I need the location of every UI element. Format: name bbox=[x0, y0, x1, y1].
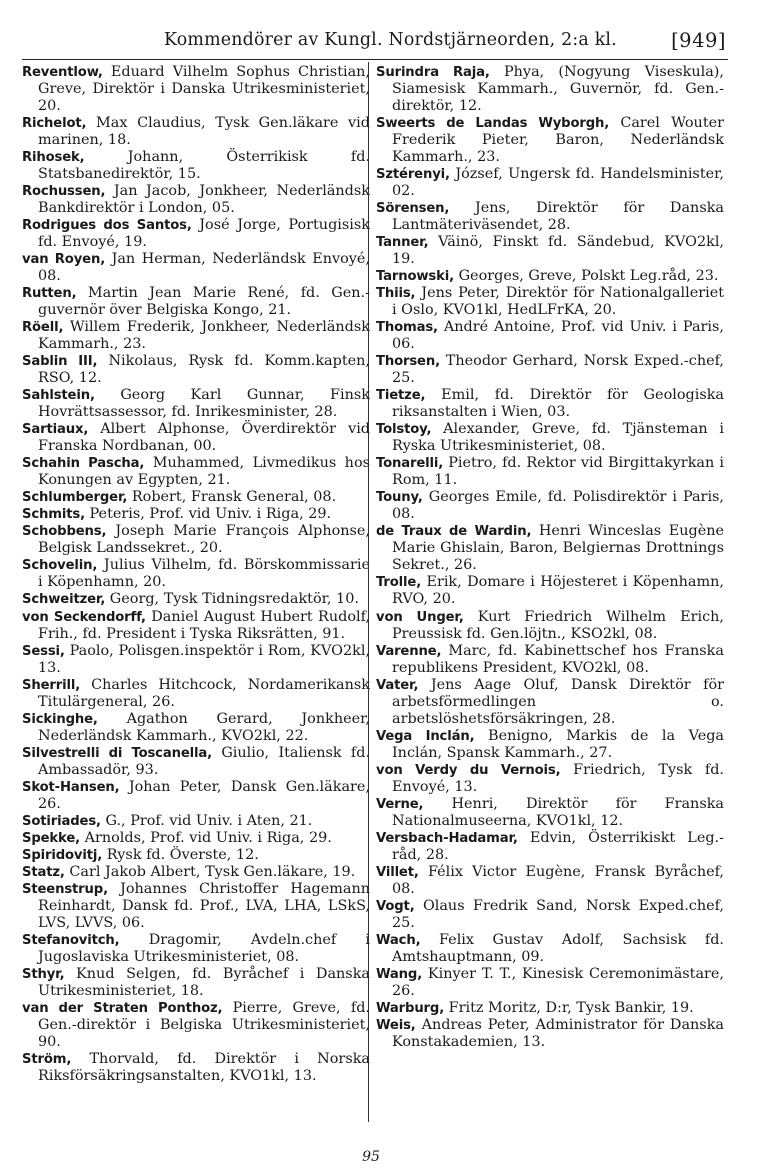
entry-name: Spiridovitj, bbox=[22, 847, 103, 863]
register-entry bbox=[22, 387, 370, 421]
right-column bbox=[376, 64, 724, 1051]
register-entry bbox=[22, 745, 370, 779]
entry-name: Touny, bbox=[376, 490, 423, 506]
register-entry bbox=[376, 966, 724, 1000]
entry-name: Tonarelli, bbox=[376, 456, 444, 472]
entry-description: Agathon Gerard, Jonkheer, Nederländsk Kammarh., KVO2kl, 22. bbox=[38, 710, 371, 744]
entry-name: Thorsen, bbox=[376, 354, 440, 370]
register-entry bbox=[22, 711, 370, 745]
entry-description: Willem Frederik, Jonkheer, Nederländsk Kammarh., 23. bbox=[38, 319, 370, 353]
register-entry bbox=[22, 421, 370, 455]
entry-name: Stefanovitch, bbox=[22, 932, 120, 948]
entry-name: Villet, bbox=[376, 864, 419, 880]
entry-name: van der Straten Ponthoz, bbox=[22, 1000, 223, 1016]
register-entry bbox=[376, 1017, 724, 1051]
register-entry bbox=[376, 64, 724, 115]
entry-name: von Unger, bbox=[376, 609, 464, 625]
page-footer-number: 95 bbox=[362, 1149, 380, 1165]
entry-name: Surindra Raja, bbox=[376, 65, 490, 80]
entry-description: G., Prof. vid Univ. i Aten, 21. bbox=[105, 812, 313, 829]
entry-description: Jan Jacob, Jonkheer, Nederländsk Bankdirektör i London, 05. bbox=[38, 183, 371, 217]
register-entry bbox=[376, 932, 724, 966]
entry-description: Friedrich, Tysk fd. Envoyé, 13. bbox=[392, 761, 724, 795]
entry-description: Félix Victor Eugène, Fransk Byråchef, 08. bbox=[392, 863, 724, 897]
entry-description: Edvin, Österrikiskt Leg.-råd, 28. bbox=[392, 829, 724, 863]
entry-description: Jens Peter, Direktör för Nationalgalleriet i Oslo, KVO1kl, HedLFrKA, 20. bbox=[392, 285, 724, 319]
register-entry bbox=[376, 677, 724, 728]
entry-description: Marc, fd. Kabinettschef hos Franska republikens President, KVO2kl, 08. bbox=[392, 642, 724, 676]
entry-name: Rihosek, bbox=[22, 150, 85, 166]
entry-description: Johannes Christoffer Hagemann Reinhardt, Dansk fd. Prof., LVA, LHA, LSkS, LVS, LVVS, 06. bbox=[38, 880, 370, 931]
register-entry bbox=[376, 455, 724, 489]
register-entry bbox=[22, 813, 370, 830]
entry-description: Martin Jean Marie René, fd. Gen.-guvernör över Belgiska Kongo, 21. bbox=[38, 285, 370, 319]
entry-name: Wach, bbox=[376, 932, 421, 948]
register-entry bbox=[22, 64, 370, 115]
entry-description: Pierre, Greve, fd. Gen.-direktör i Belgiska Utrikesministeriet, 90. bbox=[38, 999, 370, 1050]
entry-description: Joseph Marie François Alphonse, Belgisk Landssekret., 20. bbox=[38, 523, 371, 557]
register-entry bbox=[376, 268, 724, 285]
entry-name: Steenstrup, bbox=[22, 881, 108, 897]
register-entry bbox=[22, 455, 370, 489]
entry-name: Schweitzer, bbox=[22, 592, 106, 608]
entry-name: Sweerts de Landas Wyborgh, bbox=[376, 116, 610, 132]
register-entry bbox=[376, 864, 724, 898]
entry-description: Emil, fd. Direktör för Geologiska riksanstalten i Wien, 03. bbox=[392, 387, 725, 421]
header-page-number: [949] bbox=[671, 29, 726, 52]
entry-description: Georges Emile, fd. Polisdirektör i Paris, 08. bbox=[392, 489, 725, 523]
entry-name: Vega Inclán, bbox=[376, 728, 475, 744]
entry-name: Skot-Hansen, bbox=[22, 779, 120, 795]
register-entry bbox=[22, 864, 370, 881]
register-entry bbox=[376, 796, 724, 830]
entry-name: Schobbens, bbox=[22, 524, 107, 540]
register-entry bbox=[376, 728, 724, 762]
register-entry bbox=[376, 574, 724, 608]
register-entry bbox=[376, 285, 724, 319]
register-entry bbox=[376, 200, 724, 234]
register-entry bbox=[22, 1000, 370, 1051]
register-entry bbox=[22, 932, 370, 966]
entry-description: Henri, Direktör för Franska Nationalmuseerna, KVO1kl, 12. bbox=[392, 795, 725, 829]
entry-name: van Royen, bbox=[22, 252, 106, 268]
entry-name: Sablin III, bbox=[22, 354, 98, 370]
entry-description: Johan Peter, Dansk Gen.läkare, 26. bbox=[38, 778, 371, 812]
entry-description: Thorvald, fd. Direktör i Norska Riksförsäkringsanstalten, KVO1kl, 13. bbox=[38, 1050, 370, 1084]
entry-name: Versbach-Hadamar, bbox=[376, 830, 518, 846]
entry-description: Henri Winceslas Eugène Marie Ghislain, Baron, Belgiernas Drottnings Sekret., 26. bbox=[392, 523, 725, 574]
entry-description: Carel Wouter Frederik Pieter, Baron, Nederländsk Kammarh., 23. bbox=[392, 115, 724, 166]
entry-description: Peteris, Prof. vid Univ. i Riga, 29. bbox=[89, 506, 332, 523]
register-entry bbox=[22, 115, 370, 149]
entry-name: Tolstoy, bbox=[376, 422, 432, 438]
entry-description: Theodor Gerhard, Norsk Exped.-chef, 25. bbox=[392, 353, 724, 387]
entry-description: Julius Vilhelm, fd. Börskommissarie i Köpenhamn, 20. bbox=[38, 557, 371, 591]
header-rule bbox=[22, 59, 728, 60]
register-entry bbox=[22, 966, 370, 1000]
entry-name: Tarnowski, bbox=[376, 269, 454, 285]
entry-name: Schahin Pascha, bbox=[22, 456, 145, 472]
entry-name: Thomas, bbox=[376, 320, 438, 336]
register-entry bbox=[22, 523, 370, 557]
register-entry bbox=[22, 609, 370, 643]
entry-description: Eduard Vilhelm Sophus Christian, Greve, Direktör i Danska Utrikesministeriet, 20. bbox=[38, 64, 370, 115]
register-entry bbox=[22, 847, 370, 864]
entry-name: de Traux de Wardin, bbox=[376, 524, 532, 540]
entry-description: Alexander, Greve, fd. Tjänsteman i Ryska Utrikesministeriet, 08. bbox=[392, 421, 724, 455]
entry-description: Jan Herman, Nederländsk Envoyé, 08. bbox=[38, 251, 370, 285]
entry-name: Sessi, bbox=[22, 643, 65, 659]
entry-description: Arnolds, Prof. vid Univ. i Riga, 29. bbox=[84, 829, 332, 846]
entry-name: Röell, bbox=[22, 320, 64, 336]
entry-description: Giulio, Italiensk fd. Ambassadör, 93. bbox=[38, 744, 371, 778]
entry-description: Andreas Peter, Administrator för Danska Konstakademien, 13. bbox=[392, 1016, 724, 1050]
entry-description: Olaus Fredrik Sand, Norsk Exped.chef, 25. bbox=[392, 897, 725, 931]
register-entry bbox=[376, 643, 724, 677]
entry-name: Sthyr, bbox=[22, 966, 65, 982]
register-entry bbox=[22, 183, 370, 217]
register-entry bbox=[376, 1000, 724, 1017]
entry-name: Varenne, bbox=[376, 643, 442, 659]
register-entry bbox=[22, 881, 370, 932]
entry-description: Rysk fd. Överste, 12. bbox=[106, 846, 259, 863]
entry-name: Tanner, bbox=[376, 235, 429, 251]
entry-name: Vater, bbox=[376, 677, 419, 693]
register-entry bbox=[22, 319, 370, 353]
entry-name: Sztérenyi, bbox=[376, 167, 450, 183]
entry-name: Sherrill, bbox=[22, 677, 81, 693]
entry-description: Daniel August Hubert Rudolf, Frih., fd. President i Tyska Riksrätten, 91. bbox=[38, 608, 370, 642]
register-entry bbox=[22, 591, 370, 608]
entry-description: José Jorge, Portugisisk fd. Envoyé, 19. bbox=[38, 217, 370, 251]
entry-description: Phya, (Nogyung Viseskula), Siamesisk Kammarh., Guvernör, fd. Gen.-direktör, 12. bbox=[392, 64, 724, 115]
entry-description: Charles Hitchcock, Nordamerikansk Titulärgeneral, 26. bbox=[38, 676, 370, 710]
running-header bbox=[22, 30, 726, 56]
entry-description: Carl Jakob Albert, Tysk Gen.läkare, 19. bbox=[69, 863, 356, 880]
entry-description: Knud Selgen, fd. Byråchef i Danska Utrikesministeriet, 18. bbox=[38, 965, 370, 999]
register-entry bbox=[376, 387, 724, 421]
register-entry bbox=[376, 234, 724, 268]
entry-name: Trolle, bbox=[376, 575, 422, 591]
entry-description: Kurt Friedrich Wilhelm Erich, Preussisk fd. Gen.löjtn., KSO2kl, 08. bbox=[392, 608, 724, 642]
entry-name: Rutten, bbox=[22, 286, 77, 302]
entry-name: Sartiaux, bbox=[22, 422, 89, 438]
register-entry bbox=[376, 166, 724, 200]
register-entry bbox=[22, 251, 370, 285]
register-entry bbox=[22, 643, 370, 677]
entry-description: Georg, Tysk Tidningsredaktör, 10. bbox=[109, 591, 359, 608]
left-column bbox=[22, 64, 370, 1085]
entry-description: Dragomir, Avdeln.chef i Jugoslaviska Utrikesministeriet, 08. bbox=[38, 931, 370, 965]
entry-description: Muhammed, Livmedikus hos Konungen av Egypten, 21. bbox=[38, 455, 370, 489]
entry-name: Schmits, bbox=[22, 507, 85, 523]
register-entry bbox=[376, 319, 724, 353]
entry-description: Väinö, Finskt fd. Sändebud, KVO2kl, 19. bbox=[392, 234, 724, 268]
entry-name: Richelot, bbox=[22, 116, 87, 132]
entry-description: Paolo, Polisgen.inspektör i Rom, KVO2kl, 13. bbox=[38, 642, 371, 676]
entry-description: Benigno, Markis de la Vega Inclán, Spansk Kammarh., 27. bbox=[392, 727, 725, 761]
entry-name: Sickinghe, bbox=[22, 711, 98, 727]
register-entry bbox=[376, 523, 724, 574]
entry-name: Schlumberger, bbox=[22, 490, 128, 506]
entry-name: Ström, bbox=[22, 1051, 72, 1067]
entry-name: Warburg, bbox=[376, 1000, 445, 1016]
entry-description: Albert Alphonse, Överdirektör vid Franska Nordbanan, 00. bbox=[38, 421, 371, 455]
entry-description: Johann, Österrikisk fd. Statsbanedirektör, 15. bbox=[38, 149, 370, 183]
register-entry bbox=[376, 762, 724, 796]
register-entry bbox=[22, 217, 370, 251]
entry-name: Silvestrelli di Toscanella, bbox=[22, 745, 212, 761]
entry-name: Sörensen, bbox=[376, 201, 450, 217]
entry-description: Georg Karl Gunnar, Finsk Hovrättsassessor, fd. Inrikesminister, 28. bbox=[38, 387, 371, 421]
register-entry bbox=[22, 557, 370, 591]
header-title: Kommendörer av Kungl. Nordstjärneorden, 2:a kl. bbox=[164, 30, 617, 50]
entry-description: Nikolaus, Rysk fd. Komm.kapten, RSO, 12. bbox=[38, 353, 370, 387]
register-entry bbox=[22, 489, 370, 506]
register-entry bbox=[22, 149, 370, 183]
entry-name: Statz, bbox=[22, 864, 65, 880]
register-entry bbox=[22, 830, 370, 847]
entry-description: Robert, Fransk General, 08. bbox=[131, 489, 337, 506]
entry-name: Thiis, bbox=[376, 286, 416, 302]
register-entry bbox=[376, 421, 724, 455]
column-divider bbox=[368, 62, 369, 1122]
entry-name: Sahlstein, bbox=[22, 388, 95, 404]
entry-name: Schovelin, bbox=[22, 558, 98, 574]
entry-name: von Seckendorff, bbox=[22, 609, 146, 625]
entry-description: Erik, Domare i Höjesteret i Köpenhamn, RVO, 20. bbox=[392, 574, 724, 608]
entry-name: Rodrigues dos Santos, bbox=[22, 218, 192, 234]
entry-name: Verne, bbox=[376, 796, 424, 812]
register-entry bbox=[376, 609, 724, 643]
entry-description: Jens Aage Oluf, Dansk Direktör för arbetsförmedlingen o. arbetslöshetsförsäkringen, 28. bbox=[392, 676, 724, 727]
entry-name: Rochussen, bbox=[22, 184, 106, 200]
entry-description: Pietro, fd. Rektor vid Birgittakyrkan i Rom, 11. bbox=[392, 455, 724, 489]
register-entry bbox=[376, 353, 724, 387]
entry-name: Vogt, bbox=[376, 898, 415, 914]
entry-name: Weis, bbox=[376, 1017, 416, 1033]
entry-description: Max Claudius, Tysk Gen.läkare vid marinen, 18. bbox=[38, 115, 370, 149]
entry-description: Georges, Greve, Polskt Leg.råd, 23. bbox=[458, 268, 719, 285]
register-entry bbox=[22, 1051, 370, 1085]
register-entry bbox=[22, 779, 370, 813]
entry-description: József, Ungersk fd. Handelsminister, 02. bbox=[392, 166, 724, 200]
register-entry bbox=[22, 506, 370, 523]
register-entry bbox=[22, 677, 370, 711]
register-entry bbox=[22, 353, 370, 387]
entry-description: André Antoine, Prof. vid Univ. i Paris, 06. bbox=[392, 319, 724, 353]
entry-description: Fritz Moritz, D:r, Tysk Bankir, 19. bbox=[448, 999, 694, 1016]
register-entry bbox=[376, 489, 724, 523]
entry-name: von Verdy du Vernois, bbox=[376, 762, 561, 778]
entry-name: Reventlow, bbox=[22, 65, 103, 80]
entry-description: Felix Gustav Adolf, Sachsisk fd. Amtshauptmann, 09. bbox=[392, 931, 724, 965]
register-entry bbox=[376, 898, 724, 932]
entry-name: Tietze, bbox=[376, 388, 426, 404]
entry-name: Spekke, bbox=[22, 830, 80, 846]
entry-description: Kinyer T. T., Kinesisk Ceremonimästare, 26. bbox=[392, 965, 724, 999]
entry-description: Jens, Direktör för Danska Lantmäteriväsendet, 28. bbox=[392, 200, 724, 234]
register-entry bbox=[376, 830, 724, 864]
register-entry bbox=[22, 285, 370, 319]
register-entry bbox=[376, 115, 724, 166]
entry-name: Sotiriades, bbox=[22, 813, 101, 829]
entry-name: Wang, bbox=[376, 966, 423, 982]
